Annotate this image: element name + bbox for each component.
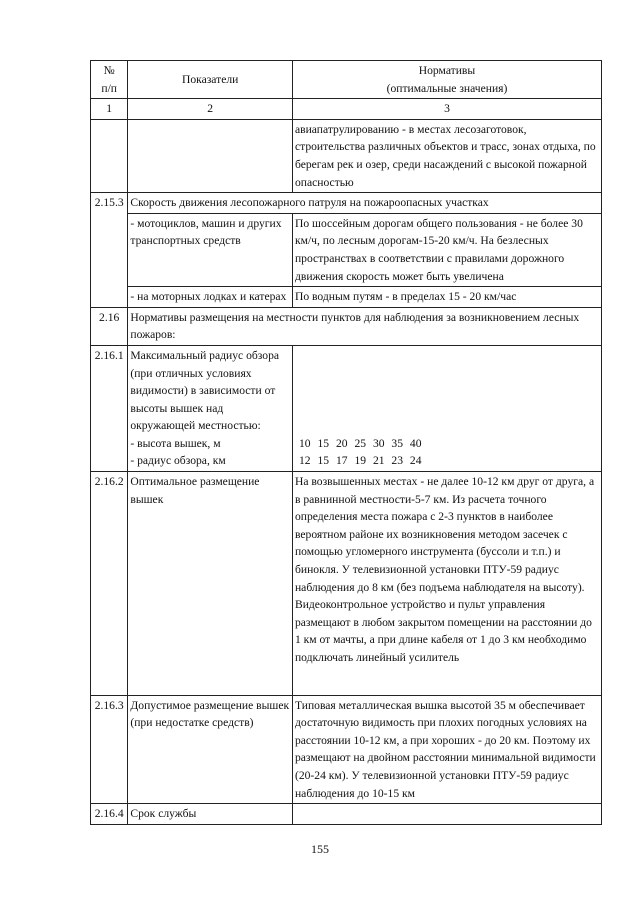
row-label: Допустимое размещение вышек (при недостатке средств) [128,695,293,804]
table-row [91,119,602,192]
row-value: По шоссейным дорогам общего пользования - не более 30 км/ч, по лесным дорогам-15-20 км/ч. На безлесных пространствах в соответствии с правилами дорожного движения скорость может быть увеличена [292,213,601,286]
table-row [91,307,602,345]
row-value: авиапатрулированию - в местах лесозаготовок, строительства различных объектов и трасс, зонах отдыха, по берегам рек и озер, среди насаждений с высокой пожарной опасностью [292,119,601,192]
row-label: Срок службы [128,804,293,825]
header-number-cell: № п/п [91,61,128,99]
table-row [91,472,602,696]
header-indicators-cell: Показатели [128,61,293,99]
table-row [91,695,602,804]
row-number [91,119,128,192]
column-number: 1 [91,99,128,120]
table-row [91,193,602,214]
row-title: Скорость движения лесопожарного патруля на пожароопасных участках [128,193,602,214]
row-value [292,804,601,825]
row-label: Оптимальное размещение вышек [128,472,293,696]
row-title: Нормативы размещения на местности пунктов для наблюдения за возникновением лесных пожаров: [128,307,602,345]
row-number: 2.16.4 [91,804,128,825]
row-value: Типовая металлическая вышка высотой 35 м обеспечивает достаточную видимость при плохих погодных условиях на расстоянии 10-12 км, а при хороших - до 20 км. Поэтому их размещают на двойном расстоянии минимальной видимости (20-24 км). У телевизионной установки ПТУ-59 радиус наблюдения до 10-15 км [292,695,601,804]
row-label: - на моторных лодках и катерах [128,287,293,308]
table-row [91,213,602,286]
row-value [292,345,601,471]
page-number: 155 [311,842,329,856]
row-value: По водным путям - в пределах 15 - 20 км/час [292,287,601,308]
table-header-row [91,61,602,99]
row-number: 2.16 [91,307,128,345]
tower-heights-values: 10 15 20 25 30 35 40 [298,436,422,450]
column-number: 3 [292,99,601,120]
view-radius-values: 12 15 17 19 21 23 24 [298,454,422,468]
row-label [128,119,293,192]
row-label: Максимальный радиус обзора (при отличных условиях видимости) в зависимости от высоты вышек над окружающей местностью: - высота вышек, м - радиус обзора, км [128,345,293,471]
row-number: 2.16.2 [91,472,128,696]
table-row [91,345,602,471]
row-value: На возвышенных местах - не далее 10-12 км друг от друга, а в равнинной местности-5-7 км. Из расчета точного определения места пожара с 2-3 пунктов в наиболее вероятном районе их возникновения методом засечек с помощью угломерного инструмента (буссоли и т.п.) и бинокля. У телевизионной установки ПТУ-59 радиус наблюдения до 8 км (без подъема наблюдателя на высоту). Видеоконтрольное устройство и пульт управления размещают в любом закрытом помещении на расстоянии до 1 км от мачты, а при длине кабеля от 1 до 3 км необходимо подключать линейный усилитель [292,472,601,696]
table-row [91,287,602,308]
norms-table [90,60,602,825]
column-numbers-row [91,99,602,120]
table-row [91,804,602,825]
row-number: 2.16.3 [91,695,128,804]
column-number: 2 [128,99,293,120]
header-norms-cell: Нормативы (оптимальные значения) [292,61,601,99]
row-label: - мотоциклов, машин и других транспортных средств [128,213,293,286]
row-number: 2.15.3 [91,193,128,308]
row-number: 2.16.1 [91,345,128,471]
